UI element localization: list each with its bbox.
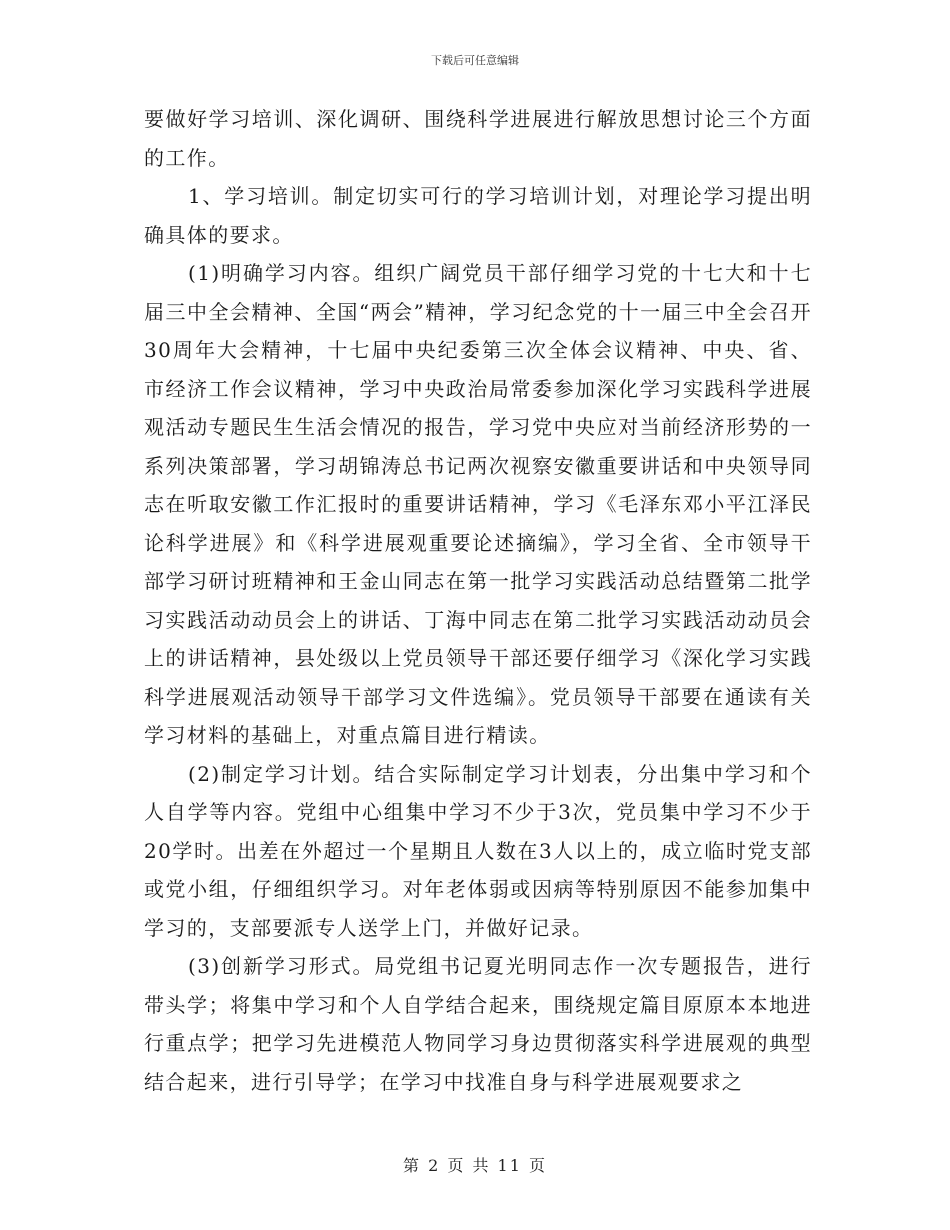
paragraph-study-format: (3)创新学习形式。局党组书记夏光明同志作一次专题报告，进行带头学；将集中学习和个人自学结合起来，围绕规定篇目原原本本地进行重点学；把学习先进模范人物同学习身边贯彻落实科学进展观的典型结合起来，进行引导学；在学习中找准自身与科学进展观要求之 xyxy=(144,954,812,1094)
paragraph-study-training: 1、学习培训。制定切实可行的学习培训计划，对理论学习提出明确具体的要求。 xyxy=(144,184,812,247)
page-header: 下载后可任意编辑 xyxy=(431,54,519,67)
paragraph-study-plan: (2)制定学习计划。结合实际制定学习计划表，分出集中学习和个人自学等内容。党组中心组集中学习不少于3次，党员集中学习不少于20学时。出差在外超过一个星期且人数在3人以上的，成立临时党支部或党小组，仔细组织学习。对年老体弱或因病等特别原因不能参加集中学习的，支部要派专人送学上门，并做好记录。 xyxy=(144,761,812,940)
document-body xyxy=(144,100,812,1101)
paragraph-continuation: 要做好学习培训、深化调研、围绕科学进展进行解放思想讨论三个方面的工作。 xyxy=(144,107,812,170)
page-footer: 第 2 页 共 11 页 xyxy=(403,1156,547,1175)
paragraph-study-content: (1)明确学习内容。组织广阔党员干部仔细学习党的十七大和十七届三中全会精神、全国“两会”精神，学习纪念党的十一届三中全会召开30周年大会精神，十七届中央纪委第三次全体会议精神、中央、省、市经济工作会议精神，学习中央政治局常委参加深化学习实践科学进展观活动专题民生生活会情况的报告，学习党中央应对当前经济形势的一系列决策部署，学习胡锦涛总书记两次视察安徽重要讲话和中央领导同志在听取安徽工作汇报时的重要讲话精神，学习《毛泽东邓小平江泽民论科学进展》和《科学进展观重要论述摘编》，学习全省、全市领导干部学习研讨班精神和王金山同志在第一批学习实践活动总结暨第二批学习实践活动动员会上的讲话、丁海中同志在第二批学习实践活动动员会上的讲话精神，县处级以上党员领导干部还要仔细学习《深化学习实践科学进展观活动领导干部学习文件选编》。党员领导干部要在通读有关学习材料的基础上，对重点篇目进行精读。 xyxy=(144,261,812,747)
